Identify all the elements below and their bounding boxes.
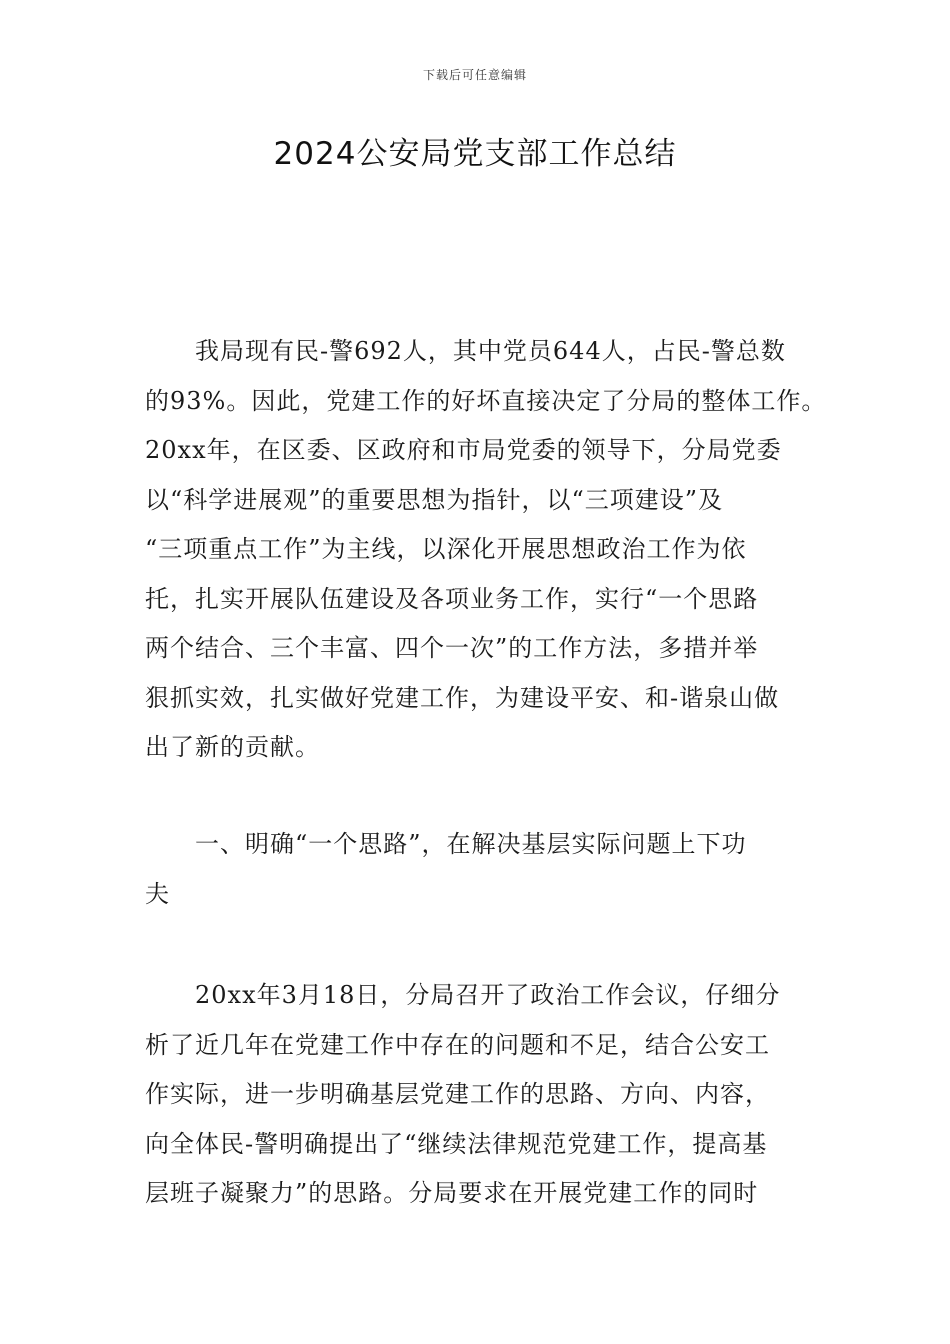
heading-line: 一、明确“一个思路”，在解决基层实际问题上下功 [195, 830, 747, 858]
paragraph-line: 层班子凝聚力”的思路。分局要求在开展党建工作的同时 [145, 1179, 759, 1207]
document-title: 2024公安局党支部工作总结 [273, 136, 677, 172]
heading-line: 夫 [145, 879, 170, 908]
paragraph-line: 20xx年，在区委、区政府和市局党委的领导下，分局党委 [145, 436, 782, 464]
paragraph-line: 出了新的贡献。 [145, 733, 320, 761]
paragraph-line: 向全体民-警明确提出了“继续法律规范党建工作，提高基 [145, 1129, 768, 1158]
paragraph-line: 的93%。因此，党建工作的好坏直接决定了分局的整体工作。 [145, 386, 827, 415]
paragraph-line: “三项重点工作”为主线，以深化开展思想政治工作为依 [145, 535, 747, 563]
paragraph-line: 析了近几年在党建工作中存在的问题和不足，结合公安工 [145, 1030, 770, 1059]
paragraph-line: 两个结合、三个丰富、四个一次”的工作方法，多措并举 [145, 634, 759, 662]
paragraph-intro [145, 327, 827, 773]
paragraph-line: 20xx年3月18日，分局召开了政治工作会议，仔细分 [195, 981, 781, 1009]
paragraph-line: 狠抓实效，扎实做好党建工作，为建设平安、和-谐泉山做 [145, 683, 780, 712]
paragraph-section-1 [145, 971, 809, 1219]
header-note: 下载后可任意编辑 [422, 68, 527, 82]
paragraph-line: 我局现有民-警692人，其中党员644人，占民-警总数 [195, 337, 786, 365]
paragraph-line: 托，扎实开展队伍建设及各项业务工作，实行“一个思路 [145, 584, 759, 613]
paragraph-line: 以“科学进展观”的重要思想为指针，以“三项建设”及 [145, 485, 724, 514]
paragraph-line: 作实际，进一步明确基层党建工作的思路、方向、内容， [145, 1080, 770, 1108]
section-heading-1 [145, 820, 809, 919]
